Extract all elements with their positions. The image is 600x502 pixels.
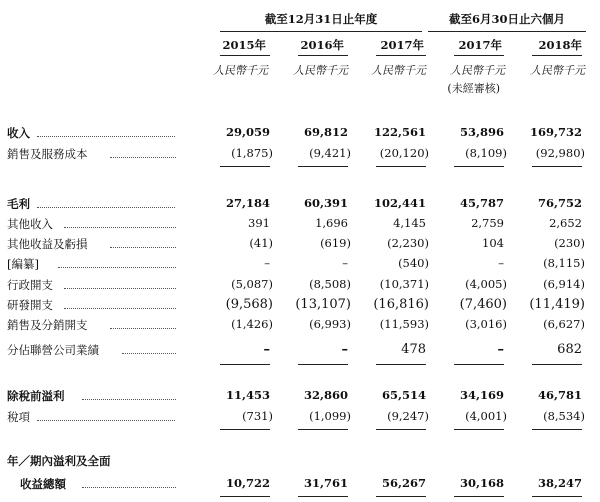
dot-leader: [37, 419, 175, 421]
dot-leader: [37, 135, 175, 137]
cell-tax-2017-h1: (4,001): [465, 409, 507, 423]
subtotal-rule: [454, 166, 504, 167]
cell-gross-profit-2017: 102,441: [373, 196, 426, 210]
cell-gross-profit-2016: 60,391: [303, 196, 348, 210]
subtotal-rule: [454, 429, 504, 430]
cell-total-2015: 10,722: [225, 476, 270, 490]
cell-other-income-2015: 391: [248, 216, 270, 230]
total-rule: [532, 496, 582, 497]
cell-admin-2018-h1: (6,914): [543, 277, 585, 291]
cell-redacted-2016: –: [342, 256, 348, 270]
cell-selling-2018-h1: (6,627): [543, 317, 585, 331]
row-label-revenue: 收入: [7, 126, 30, 140]
cell-other-income-2017: 4,145: [393, 216, 426, 230]
cell-gross-profit-2015: 27,184: [225, 196, 270, 210]
total-rule: [298, 496, 348, 497]
row-label-gross-profit: 毛利: [7, 197, 30, 211]
cell-cost-2015: (1,875): [231, 146, 273, 160]
cell-tax-2015: (731): [242, 409, 273, 423]
year-header-2015: 2015年: [222, 38, 266, 52]
cell-pbt-2017-h1: 34,169: [459, 388, 504, 402]
cell-total-2016: 31,761: [303, 476, 348, 490]
subtotal-rule: [376, 166, 426, 167]
dot-leader: [64, 226, 176, 228]
dot-leader: [64, 307, 176, 309]
cell-rd-2017-h1: (7,460): [459, 297, 507, 312]
row-label-cost-of-sales: 銷售及服務成本: [7, 147, 88, 161]
dot-leader: [110, 156, 176, 158]
unit-label: 人民幣千元: [530, 64, 585, 77]
dot-leader: [82, 486, 176, 488]
cell-cost-2018-h1: (92,980): [535, 146, 585, 160]
unit-label: 人民幣千元: [213, 64, 268, 77]
cell-gains-losses-2015: (41): [249, 236, 273, 250]
cell-revenue-2015: 29,059: [225, 125, 270, 139]
cell-revenue-2016: 69,812: [303, 125, 348, 139]
subtotal-rule: [376, 364, 426, 365]
subtotal-rule: [220, 166, 270, 167]
row-label-total-comprehensive-1: 年／期內溢利及全面: [7, 454, 111, 468]
cell-cost-2017-h1: (8,109): [465, 146, 507, 160]
cell-revenue-2018-h1: 169,732: [529, 125, 582, 139]
cell-total-2017: 56,267: [381, 476, 426, 490]
cell-gross-profit-2017-h1: 45,787: [459, 196, 504, 210]
row-label-taxation: 稅項: [7, 410, 30, 424]
row-label-rd-expenses: 研發開支: [7, 298, 53, 312]
cell-selling-2017-h1: (3,016): [465, 317, 507, 331]
group-header-six-months: 截至6月30日止六個月: [448, 12, 565, 26]
group-header-underline: [428, 31, 586, 32]
year-header-2018-h1: 2018年: [538, 38, 582, 52]
year-header-underline: [376, 55, 426, 56]
subtotal-rule: [298, 429, 348, 430]
cell-rd-2016: (13,107): [295, 297, 351, 312]
cell-gains-losses-2017-h1: 104: [482, 236, 504, 250]
subtotal-rule: [376, 429, 426, 430]
year-header-underline: [298, 55, 348, 56]
row-label-other-income: 其他收入: [7, 217, 53, 231]
cell-cost-2016: (9,421): [309, 146, 351, 160]
cell-other-income-2016: 1,696: [315, 216, 348, 230]
cell-rd-2015: (9,568): [225, 297, 273, 312]
unit-label: 人民幣千元: [450, 64, 505, 77]
cell-tax-2018-h1: (8,534): [543, 409, 585, 423]
cell-gains-losses-2016: (619): [320, 236, 351, 250]
cell-gross-profit-2018-h1: 76,752: [537, 196, 582, 210]
cell-selling-2015: (1,426): [231, 317, 273, 331]
cell-other-income-2018-h1: 2,652: [549, 216, 582, 230]
cell-gains-losses-2017: (2,230): [387, 236, 429, 250]
cell-total-2018-h1: 38,247: [537, 476, 582, 490]
dot-leader: [110, 327, 176, 329]
cell-admin-2017: (10,371): [379, 277, 429, 291]
subtotal-rule: [220, 429, 270, 430]
cell-pbt-2017: 65,514: [381, 388, 426, 402]
row-label-total-comprehensive-2: 收益總額: [20, 477, 66, 491]
cell-rd-2017: (16,816): [373, 297, 429, 312]
group-header-underline: [220, 31, 422, 32]
cell-pbt-2015: 11,453: [225, 388, 270, 402]
unit-label: 人民幣千元: [371, 64, 426, 77]
dot-leader: [58, 266, 176, 268]
row-label-share-of-associates: 分佔聯營公司業績: [7, 343, 99, 357]
cell-revenue-2017-h1: 53,896: [459, 125, 504, 139]
subtotal-rule: [454, 364, 504, 365]
year-header-underline: [454, 55, 504, 56]
row-label-other-gains-losses: 其他收益及虧損: [7, 237, 88, 251]
unit-label: 人民幣千元: [293, 64, 348, 77]
cell-gains-losses-2018-h1: (230): [554, 236, 585, 250]
row-label-admin-expenses: 行政開支: [7, 278, 53, 292]
subtotal-rule: [532, 166, 582, 167]
cell-cost-2017: (20,120): [379, 146, 429, 160]
cell-associates-2016: –: [341, 342, 348, 357]
year-header-underline: [220, 55, 270, 56]
group-header-year-ended: 截至12月31日止年度: [264, 12, 378, 26]
row-label-redacted: [編纂]: [7, 257, 39, 271]
cell-tax-2016: (1,099): [309, 409, 351, 423]
subtotal-rule: [220, 364, 270, 365]
cell-tax-2017: (9,247): [387, 409, 429, 423]
cell-pbt-2016: 32,860: [303, 388, 348, 402]
cell-total-2017-h1: 30,168: [459, 476, 504, 490]
year-header-underline: [532, 55, 582, 56]
cell-pbt-2018-h1: 46,781: [537, 388, 582, 402]
dot-leader: [37, 206, 175, 208]
row-label-selling-expenses: 銷售及分銷開支: [7, 318, 88, 332]
cell-admin-2017-h1: (4,005): [465, 277, 507, 291]
subtotal-rule: [298, 364, 348, 365]
subtotal-rule: [298, 166, 348, 167]
total-rule: [454, 496, 504, 497]
cell-redacted-2017-h1: –: [498, 256, 504, 270]
cell-revenue-2017: 122,561: [373, 125, 426, 139]
subtotal-rule: [532, 429, 582, 430]
cell-redacted-2015: –: [264, 256, 270, 270]
cell-associates-2017-h1: –: [497, 342, 504, 357]
year-header-2017-h1: 2017年: [458, 38, 502, 52]
year-header-2016: 2016年: [300, 38, 344, 52]
year-header-2017: 2017年: [380, 38, 424, 52]
dot-leader: [82, 398, 176, 400]
cell-redacted-2017: (540): [398, 256, 429, 270]
row-label-profit-before-tax: 除稅前溢利: [7, 389, 65, 403]
cell-other-income-2017-h1: 2,759: [471, 216, 504, 230]
subtotal-rule: [532, 364, 582, 365]
cell-redacted-2018-h1: (8,115): [543, 256, 585, 270]
dot-leader: [122, 352, 176, 354]
unaudited-note: (未經審核): [447, 82, 500, 95]
dot-leader: [110, 246, 176, 248]
cell-associates-2017: 478: [401, 342, 426, 357]
dot-leader: [64, 287, 176, 289]
total-rule: [220, 496, 270, 497]
cell-selling-2016: (6,993): [309, 317, 351, 331]
total-rule: [376, 496, 426, 497]
cell-admin-2015: (5,087): [231, 277, 273, 291]
cell-associates-2018-h1: 682: [557, 342, 582, 357]
cell-rd-2018-h1: (11,419): [529, 297, 585, 312]
cell-associates-2015: –: [263, 342, 270, 357]
cell-selling-2017: (11,593): [379, 317, 429, 331]
cell-admin-2016: (8,508): [309, 277, 351, 291]
